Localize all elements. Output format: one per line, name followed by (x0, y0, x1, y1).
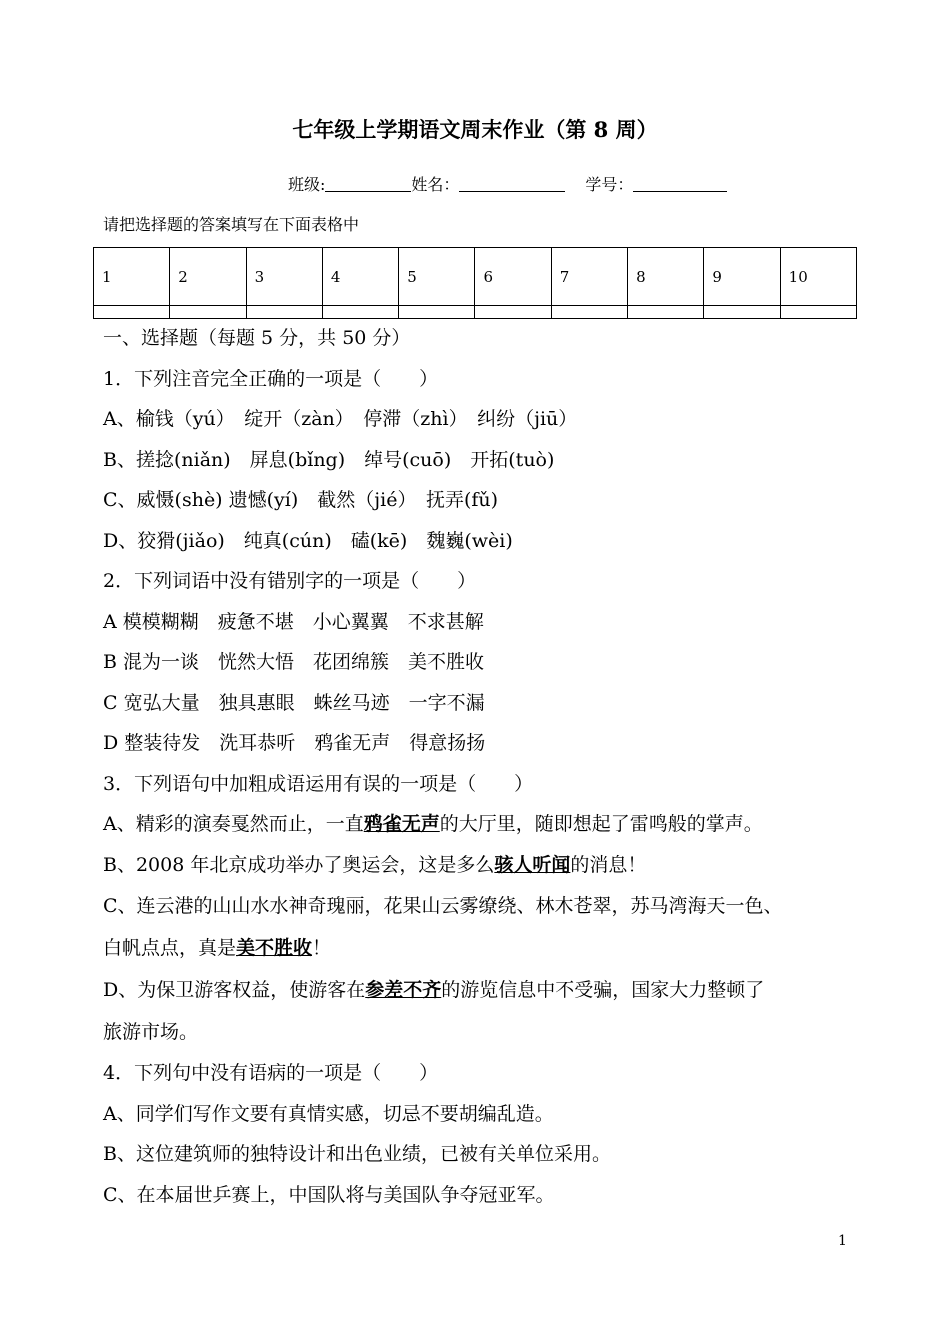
answer-cell[interactable] (94, 306, 170, 319)
q4-option-c: C、在本届世乒赛上，中国队将与美国队争夺冠亚军。 (103, 1183, 555, 1206)
answer-cell[interactable] (628, 306, 704, 319)
answer-header-cell: 4 (322, 248, 398, 306)
answer-header-cell: 10 (780, 248, 856, 306)
name-blank (459, 175, 565, 192)
q3-b-text-end: 的消息！ (570, 853, 647, 876)
name-label: 姓名： (411, 175, 460, 194)
class-blank (325, 175, 411, 192)
q1-option-c: C、威慑(shè) 遗憾(yí) 截然（jié） 抚弄(fǔ) (103, 489, 499, 511)
question-body (103, 318, 853, 1215)
answer-cell[interactable] (551, 306, 627, 319)
q3-stem: 3．下列语句中加粗成语运用有误的一项是（ ） (103, 772, 534, 795)
q3-d-text: D、为保卫游客权益，使游客在 (103, 979, 366, 1001)
q2-stem: 2．下列词语中没有错别字的一项是（ ） (103, 570, 477, 592)
q3-d-text-end: 的游览信息中不受骗，国家大力整顿了 (441, 979, 765, 1001)
q3-option-a (103, 804, 853, 845)
q3-option-b (103, 845, 853, 886)
q3-option-d-cont: 旅游市场。 (103, 1021, 199, 1043)
page-number: 1 (838, 1233, 847, 1249)
answer-header-cell: 2 (170, 248, 246, 306)
answer-header-cell: 7 (551, 248, 627, 306)
q4-option-a: A、同学们写作文要有真情实感，切忌不要胡编乱造。 (103, 1102, 554, 1125)
answer-header-cell: 1 (94, 248, 170, 306)
q2-option-d: D 整装待发 洗耳恭听 鸦雀无声 得意扬扬 (103, 732, 486, 754)
section-heading: 一、选择题（每题 5 分，共 50 分） (103, 327, 411, 349)
answer-input-row (94, 306, 857, 319)
answer-header-row (94, 248, 857, 306)
q3-b-idiom: 骇人听闻 (494, 853, 571, 876)
answer-cell[interactable] (246, 306, 322, 319)
q2-option-b: B 混为一谈 恍然大悟 花团绵簇 美不胜收 (103, 651, 485, 673)
q1-option-b: B、搓捻(niǎn) 屏息(bǐng) 绰号(cuō) 开拓(tuò) (103, 448, 555, 471)
q1-stem: 1．下列注音完全正确的一项是（ ） (103, 367, 439, 390)
answer-cell[interactable] (399, 306, 475, 319)
q2-option-a: A 模模糊糊 疲惫不堪 小心翼翼 不求甚解 (103, 610, 484, 633)
q3-a-text-end: 的大厅里，随即想起了雷鸣般的掌声。 (439, 813, 763, 835)
answer-header-cell: 6 (475, 248, 551, 306)
q3-d-idiom: 参差不齐 (365, 979, 442, 1001)
page-title: 七年级上学期语文周末作业（第 8 周） (292, 117, 658, 142)
answer-header-cell: 8 (628, 248, 704, 306)
q4-option-b: B、这位建筑师的独特设计和出色业绩，已被有关单位采用。 (103, 1143, 611, 1165)
q3-c-text-end: ！ (312, 937, 332, 959)
q3-c-text: 白帆点点，真是 (103, 937, 237, 959)
q3-option-c: C、连云港的山山水水神奇瑰丽，花果山云雾缭绕、林木苍翠，苏马湾海天一色、 (103, 895, 783, 917)
q1-option-d: D、狡猾(jiǎo) 纯真(cún) 磕(kē) 魏巍(wèi) (103, 529, 513, 552)
answer-cell[interactable] (704, 306, 780, 319)
answer-cell[interactable] (170, 306, 246, 319)
answer-table (93, 247, 857, 319)
q4-stem: 4．下列句中没有语病的一项是（ ） (103, 1062, 439, 1084)
answer-cell[interactable] (475, 306, 551, 319)
q3-b-text: B、2008 年北京成功举办了奥运会，这是多么 (103, 853, 495, 876)
q3-option-d (103, 969, 853, 1011)
q3-a-idiom: 鸦雀无声 (363, 813, 440, 835)
answer-header-cell: 3 (246, 248, 322, 306)
q3-option-c-cont (103, 927, 853, 969)
class-label: 班级: (288, 175, 326, 194)
q3-a-text: A、精彩的演奏戛然而止，一直 (103, 813, 364, 835)
answer-cell[interactable] (322, 306, 398, 319)
answer-cell[interactable] (780, 306, 856, 319)
answer-header-cell: 9 (704, 248, 780, 306)
q1-option-a: A、榆钱（yú） 绽开（zàn） 停滞（zhì） 纠纷（jiū） (103, 408, 578, 430)
id-blank (633, 175, 727, 192)
answer-note: 请把选择题的答案填写在下面表格中 (103, 215, 360, 234)
q2-option-c: C 宽弘大量 独具惠眼 蛛丝马迹 一字不漏 (103, 691, 485, 714)
q3-c-idiom: 美不胜收 (236, 937, 313, 959)
answer-header-cell: 5 (399, 248, 475, 306)
student-info (288, 172, 727, 195)
id-label: 学号： (585, 175, 634, 194)
